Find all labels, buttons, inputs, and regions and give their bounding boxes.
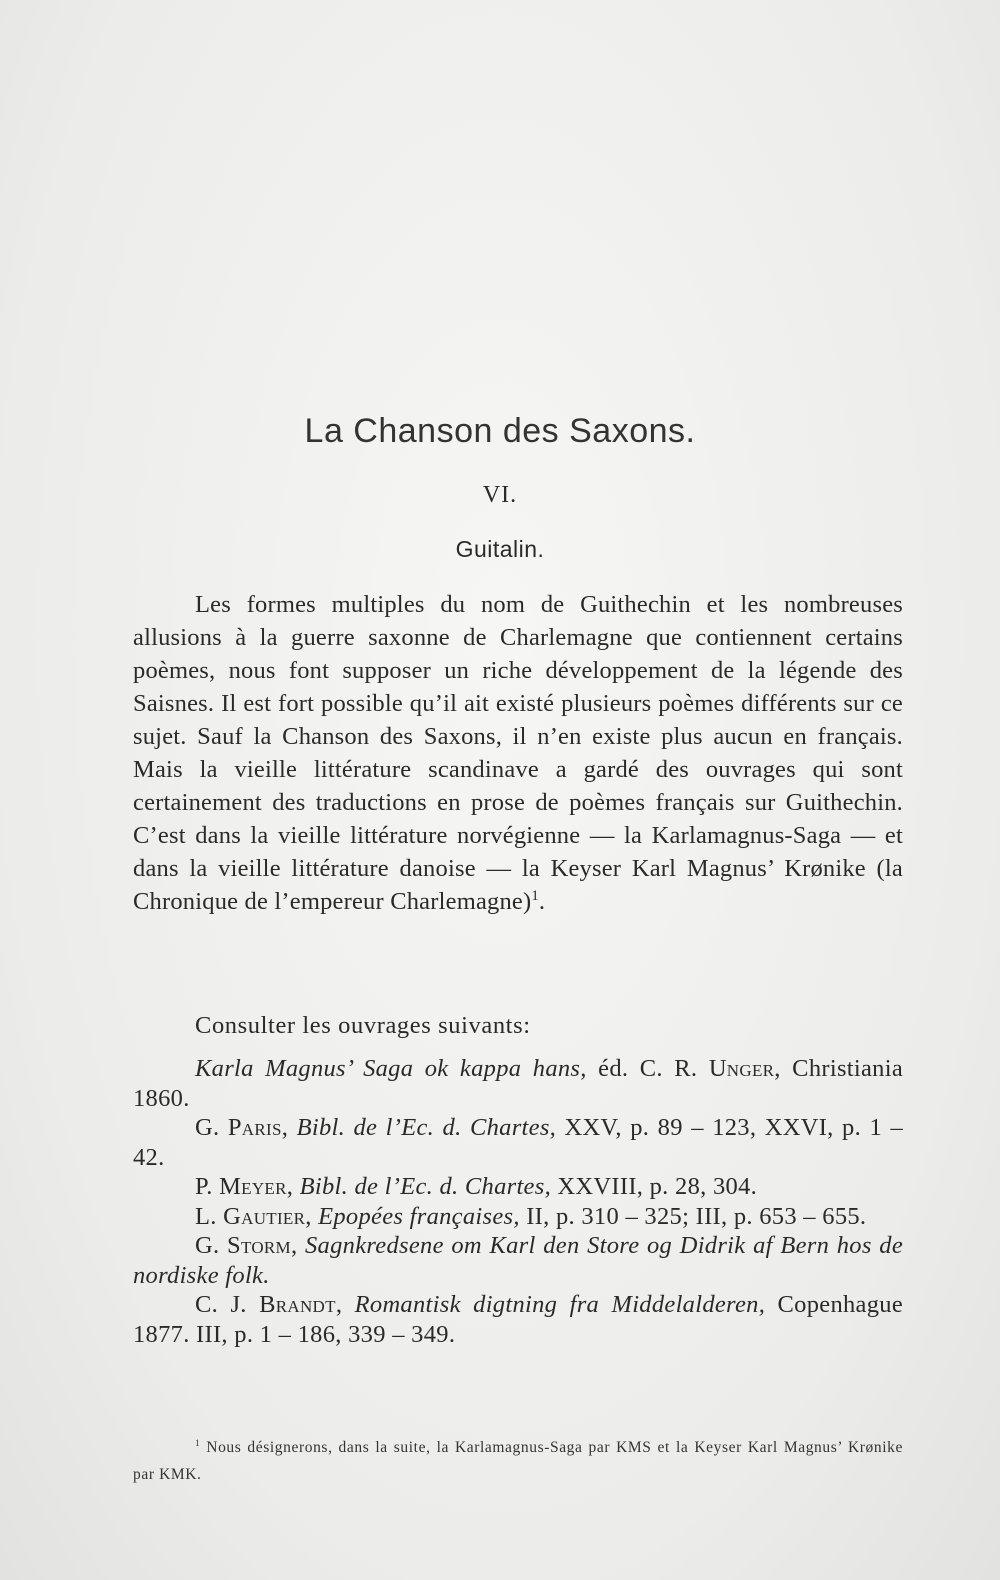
reference-item <box>133 1054 903 1113</box>
reference-work: Romantisk digtning fra Middelalderen, <box>354 1291 766 1318</box>
reference-author: Brandt <box>259 1291 336 1318</box>
footnote-number: 1 <box>195 1438 201 1449</box>
reference-work: Sagnkredsene om Karl den Store og Didrik af Bern hos de nordiske folk. <box>133 1232 903 1289</box>
reference-text: II, p. 310 – 325; III, p. 653 – 655. <box>519 1202 867 1230</box>
reference-item: G. Storm, Sagnkredsene om Karl den Store og Didrik af Bern hos de nordiske folk. <box>133 1232 903 1289</box>
reference-author: Meyer <box>219 1173 287 1200</box>
reference-initials: P. <box>195 1173 220 1200</box>
reference-item: G. Paris, Bibl. de l’Ec. d. Chartes, XXV, p. 89 – 123, XXVI, p. 1 – 42. <box>133 1114 903 1171</box>
reference-work: Epopées françaises, <box>318 1202 520 1230</box>
reference-work: Bibl. de l’Ec. d. Chartes, <box>296 1114 557 1141</box>
page-title: La Chanson des Saxons. <box>304 412 696 450</box>
reference-text: , Christiania 1860. <box>133 1055 903 1112</box>
footnote-text: Nous désignerons, dans la suite, la Karlamagnus-Saga par KMS et la Keyser Karl Magnus’ Krønike par KMK. <box>133 1439 903 1483</box>
reference-author: Storm <box>227 1232 291 1259</box>
reference-editor: Unger <box>708 1055 775 1082</box>
chapter-number: VI. <box>482 482 518 508</box>
footnote <box>133 1434 903 1488</box>
body-text: Les formes multiples du nom de Guithechin et les nombreuses allusions à la guerre saxonne de Charlemagne que contiennent certains poèmes, nous font supposer un riche développement de la légende des Saisnes. Il est fort possible qu’il ait existé plusieurs poèmes différents sur ce sujet. Sauf la Chanson des Saxons, il n’en existe plus aucun en français. Mais la vieille littérature scandinave a gardé des ouvrages qui sont certainement des traductions en prose de poèmes français sur Guithechin. C’est dans la vieille littérature norvégienne — la Karlamagnus-Saga — et dans la vieille littérature danoise — la Keyser Karl Magnus’ Krønike (la Chronique de l’empereur Charlemagne) <box>133 591 903 915</box>
reference-item: C. J. Brandt, Romantisk digtning fra Middelalderen, Copenhague 1877. III, p. 1 – 186, 339 – 349. <box>133 1291 903 1348</box>
reference-initials: L. <box>195 1202 224 1230</box>
reference-item: L. Gautier, Epopées françaises, II, p. 310 – 325; III, p. 653 – 655. <box>195 1202 867 1230</box>
footnote-mark: 1 <box>531 887 539 904</box>
reference-initials: C. J. <box>195 1291 260 1318</box>
chapter-subtitle: Guitalin. <box>455 536 545 562</box>
reference-text: éd. C. R. <box>586 1055 709 1082</box>
reference-initials: G. <box>195 1114 228 1141</box>
reference-author: Paris <box>227 1114 282 1141</box>
body-paragraph: Les formes multiples du nom de Guithechin et les nombreuses allusions à la guerre saxonne de Charlemagne que contiennent certains poèmes, nous font supposer un riche développement de la légende des Saisnes. Il est fort possible qu’il ait existé plusieurs poèmes différents sur ce sujet. Sauf la Chanson des Saxons, il n’en existe plus aucun en français. Mais la vieille littérature scandinave a gardé des ouvrages qui sont certainement des traductions en prose de poèmes français sur Guithechin. C’est dans la vieille littérature norvégienne — la Karlamagnus-Saga — et dans la vieille littérature danoise — la Keyser Karl Magnus’ Krønike (la Chronique de l’empereur Charlemagne)$^1$. <box>133 591 903 915</box>
reference-text: XXVIII, p. 28, 304. <box>551 1173 758 1200</box>
reference-text: Copenhague 1877. III, p. 1 – 186, 339 – 349. <box>133 1291 903 1348</box>
reference-text: XXV, p. 89 – 123, XXVI, p. 1 – 42. <box>133 1114 903 1171</box>
reference-item: P. Meyer, Bibl. de l’Ec. d. Chartes, XXVIII, p. 28, 304. <box>195 1173 758 1200</box>
reference-work: Karla Magnus’ Saga ok kappa hans, <box>195 1055 587 1082</box>
reference-initials: G. <box>195 1232 228 1259</box>
reference-author: Gautier <box>223 1202 306 1230</box>
reference-work: Bibl. de l’Ec. d. Chartes, <box>299 1173 551 1200</box>
consult-heading: Consulter les ouvrages suivants: <box>195 1012 531 1039</box>
reference-list <box>133 1054 903 1349</box>
